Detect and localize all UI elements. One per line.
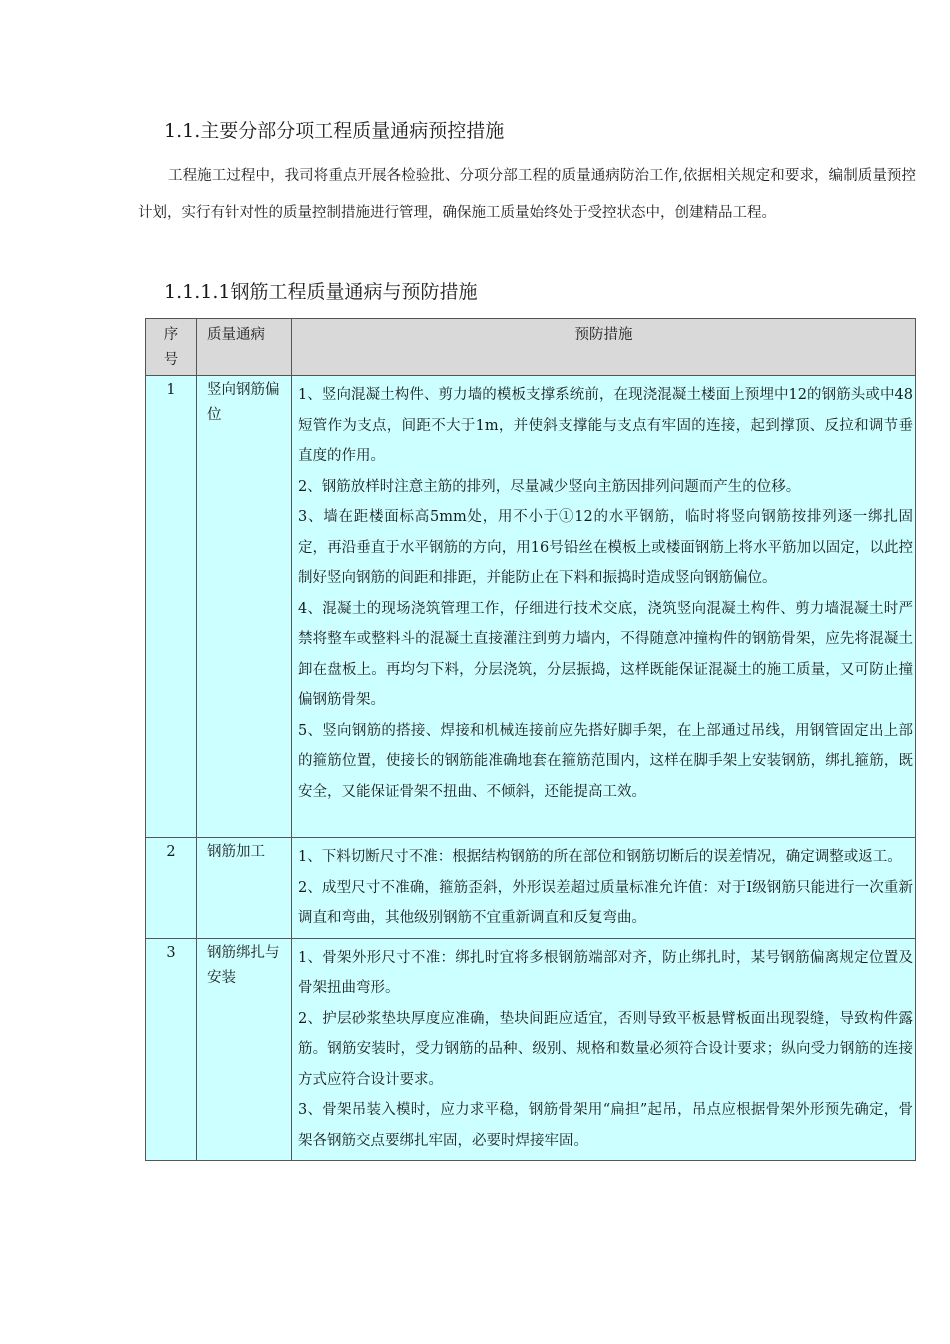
measure-item: 4、混凝土的现场浇筑管理工作，仔细进行技术交底，浇筑竖向混凝土构件、剪力墙混凝土时严禁将整车或整料斗的混凝土直接灌注到剪力墙内，不得随意冲撞构件的钢筋骨架，应先将混凝土卸在盘板上。再均匀下料，分层浇筑，分层振捣，这样既能保证混凝土的施工质量，又可防止撞偏钢筋骨架。 — [298, 600, 913, 708]
header-issue: 质量通病 — [197, 319, 292, 376]
row-measures — [292, 938, 916, 1161]
row-measures — [292, 376, 916, 838]
quality-measures-table — [145, 318, 916, 1161]
table-row — [146, 838, 916, 939]
row-number: 2 — [146, 838, 197, 939]
header-number — [146, 319, 197, 376]
row-issue: 钢筋绑扎与安装 — [197, 938, 292, 1161]
header-number-label: 序号 — [163, 327, 179, 368]
measure-item: 1、骨架外形尺寸不准：绑扎时宜将多根钢筋端部对齐，防止绑扎时，某号钢筋偏离规定位置及骨架扭曲弯形。 — [298, 949, 913, 996]
measure-item: 5、竖向钢筋的搭接、焊接和机械连接前应先搭好脚手架，在上部通过吊线，用钢管固定出上部的箍筋位置，使接长的钢筋能准确地套在箍筋范围内，这样在脚手架上安装钢筋，绑扎箍筋，既安全，又能保证骨架不扭曲、不倾斜，还能提高工效。 — [298, 722, 913, 800]
measure-item: 1、下料切断尺寸不准：根据结构钢筋的所在部位和钢筋切断后的误差情况，确定调整或返工。 — [298, 849, 902, 865]
row-number: 1 — [146, 376, 197, 838]
table-row — [146, 938, 916, 1161]
measure-item: 3、墙在距楼面标高5mm处，用不小于①12的水平钢筋，临时将竖向钢筋按排列逐一绑扎固定，再沿垂直于水平钢筋的方向，用16号铅丝在模板上或楼面钢筋上将水平筋加以固定，以此控制好竖向钢筋的间距和排距，并能防止在下料和振捣时造成竖向钢筋偏位。 — [298, 509, 913, 586]
header-measures: 预防措施 — [292, 319, 916, 376]
measure-item: 2、成型尺寸不准确，箍筋歪斜，外形误差超过质量标准允许值：对于Ⅰ级钢筋只能进行一次重新调直和弯曲，其他级别钢筋不宜重新调直和反复弯曲。 — [298, 879, 913, 926]
intro-paragraph: 工程施工过程中，我司将重点开展各检验批、分项分部工程的质量通病防治工作,依据相关规定和要求，编制质量预控计划，实行有针对性的质量控制措施进行管理，确保施工质量始终处于受控状态中，创建精品工程。 — [138, 168, 916, 221]
subsection-heading: 1.1.1.1钢筋工程质量通病与预防措施 — [164, 281, 478, 303]
table-header-row — [146, 319, 916, 376]
section-heading: 1.1.主要分部分项工程质量通病预控措施 — [164, 120, 505, 142]
row-measures — [292, 838, 916, 939]
row-issue: 竖向钢筋偏位 — [197, 376, 292, 838]
measure-item: 3、骨架吊装入模时，应力求平稳，钢筋骨架用“扁担”起吊，吊点应根据骨架外形预先确定，骨架各钢筋交点要绑扎牢固，必要时焊接牢固。 — [298, 1102, 913, 1149]
row-issue: 钢筋加工 — [197, 838, 292, 939]
row-number: 3 — [146, 938, 197, 1161]
measure-item: 1、竖向混凝土构件、剪力墙的模板支撑系统前，在现浇混凝土楼面上预埋中12的钢筋头或中48短管作为支点，间距不大于1m，并使斜支撑能与支点有牢固的连接，起到撑顶、反拉和调节垂直度的作用。 — [298, 387, 913, 464]
table-row — [146, 376, 916, 838]
measure-item: 2、钢筋放样时注意主筋的排列，尽量减少竖向主筋因排列问题而产生的位移。 — [298, 478, 801, 495]
measure-item: 2、护层砂浆垫块厚度应准确，垫块间距应适宜，否则导致平板悬臂板面出现裂缝，导致构件露筋。钢筋安装时，受力钢筋的品种、级别、规格和数量必须符合设计要求；纵向受力钢筋的连接方式应符合设计要求。 — [298, 1010, 913, 1088]
